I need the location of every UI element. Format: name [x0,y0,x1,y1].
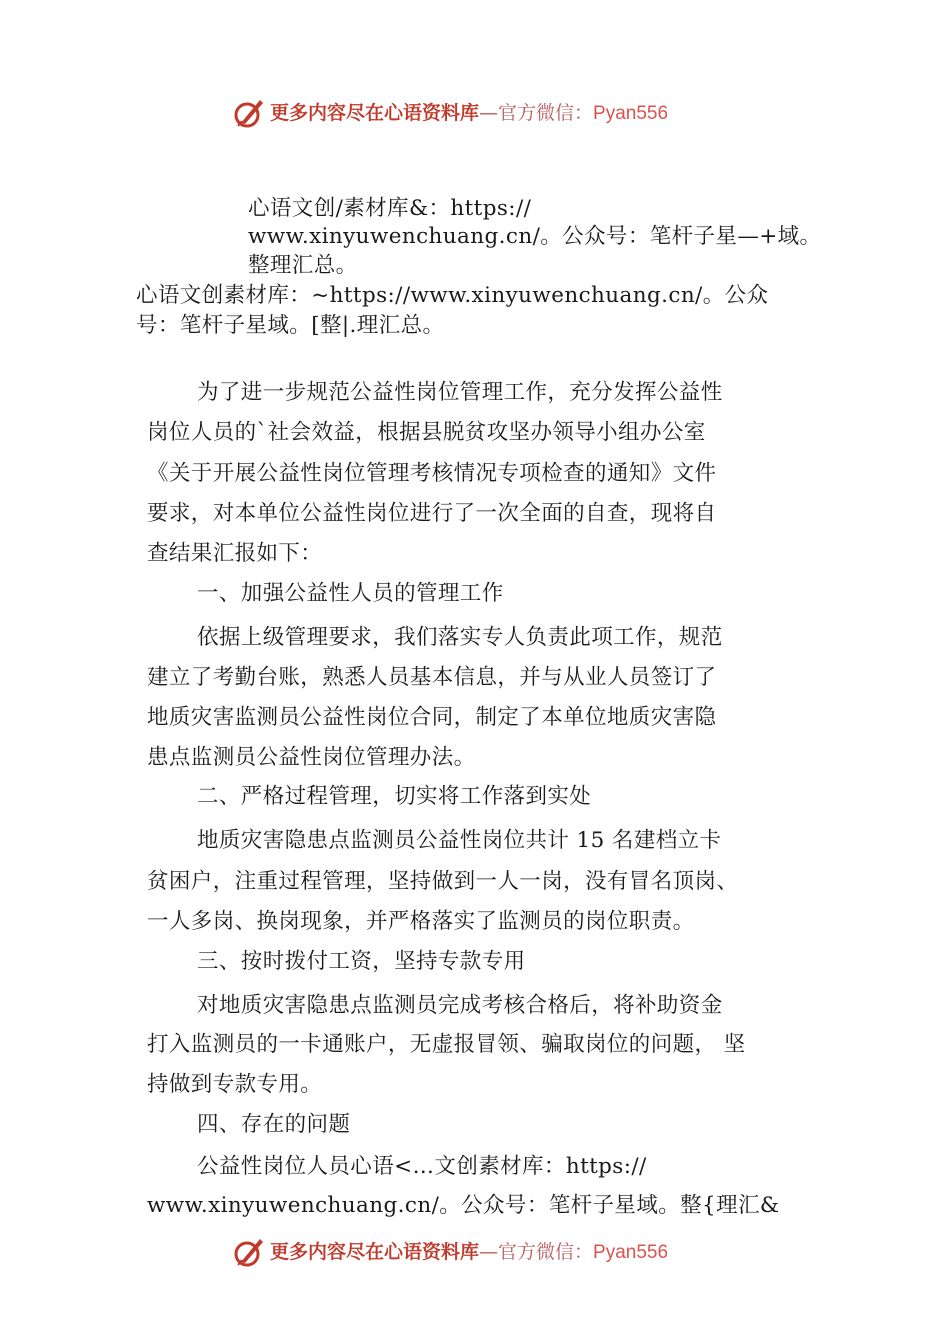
paragraph-line: 对地质灾害隐患点监测员完成考核合格后，将补助资金 [197,993,723,1018]
banner-dash: — [479,1241,499,1263]
section-heading-4: 四、存在的问题 [197,1112,351,1137]
header-banner [0,94,950,134]
paragraph-line: 建立了考勤台账，熟悉人员基本信息，并与从业人员签订了 [147,665,717,690]
paragraph-line: 查结果汇报如下： [147,541,323,566]
section-heading-2: 二、严格过程管理，切实将工作落到实处 [197,784,592,809]
text-line: 心语文创/素材库&：https:// [248,196,532,221]
banner-caption [270,100,668,127]
paragraph-line: 贫困户，注重过程管理，坚持做到一人一岗，没有冒名顶岗、 [147,869,739,894]
paragraph-line: 依据上级管理要求，我们落实专人负责此项工作，规范 [197,625,723,650]
paragraph-line: 一人多岗、换岗现象，并严格落实了监测员的岗位职责。 [147,909,695,934]
banner-caption [270,1239,668,1266]
text-line: 号：笔杆子星域。[整|.理汇总。 [136,313,445,338]
paragraph-line: 《关于开展公益性岗位管理考核情况专项检查的通知》文件 [147,461,717,486]
footer-banner [0,1233,950,1273]
banner-dash: — [479,102,499,124]
banner-wechat-id: Pyan556 [593,103,669,124]
text-line: www.xinyuwenchuang.cn/。公众号：笔杆子星—+域。 [248,224,822,249]
paragraph-line: 岗位人员的`社会效益，根据县脱贫攻坚办领导小组办公室 [147,420,706,445]
banner-wechat-label: 官方微信： [498,1241,594,1263]
paragraph-line: 持做到专款专用。 [147,1072,323,1097]
paragraph-line: 打入监测员的一卡通账户，无虚报冒领、骗取岗位的问题， 坚 [147,1032,746,1057]
banner-title: 更多内容尽在心语资料库 [270,1241,480,1263]
paragraph-line: 地质灾害监测员公益性岗位合同，制定了本单位地质灾害隐 [147,705,717,730]
paragraph-line: 地质灾害隐患点监测员公益性岗位共计 15 名建档立卡 [197,828,722,853]
banner-wechat-id: Pyan556 [593,1242,669,1263]
paragraph-line: 患点监测员公益性岗位管理办法。 [147,745,476,770]
paragraph-line: 公益性岗位人员心语<…文创素材库：https:// [197,1154,647,1179]
paragraph-line: 要求，对本单位公益性岗位进行了一次全面的自查，现将自 [147,501,717,526]
section-heading-3: 三、按时拨付工资，坚持专款专用 [197,949,526,974]
text-line: 整理汇总。 [248,253,358,278]
paragraph-line: www.xinyuwenchuang.cn/。公众号：笔杆子星域。整{理汇& [147,1193,780,1218]
banner-wechat-label: 官方微信： [498,102,594,124]
paragraph-line: 为了进一步规范公益性岗位管理工作，充分发挥公益性 [197,380,723,405]
text-line: 心语文创素材库：~https://www.xinyuwenchuang.cn/。公众 [136,283,769,308]
quill-pen-logo-icon [232,96,266,130]
banner-title: 更多内容尽在心语资料库 [270,102,480,124]
section-heading-1: 一、加强公益性人员的管理工作 [197,581,504,606]
quill-pen-logo-icon [232,1235,266,1269]
